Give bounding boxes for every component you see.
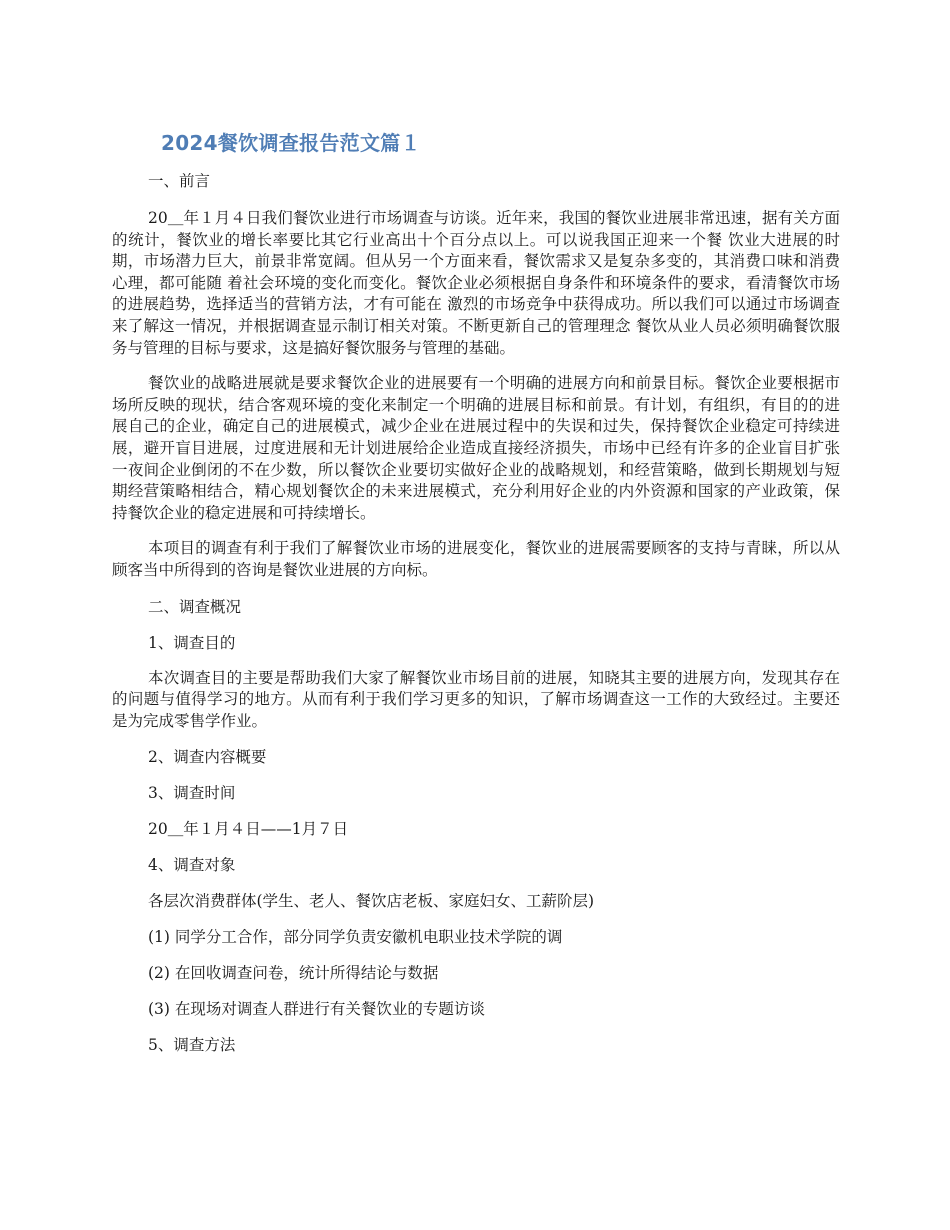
document-page <box>112 128 840 1056</box>
paragraph-strategy: 餐饮业的战略进展就是要求餐饮企业的进展要有一个明确的进展方向和前景目标。餐饮企业要根据市场所反映的现状，结合客观环境的变化来制定一个明确的进展目标和前景。有计划，有组织，有目的的进展自己的企业，确定自己的进展模式，减少企业在进展过程中的失误和过失，保持餐饮企业稳定可持续进展，避开盲目进展，过度进展和无计划进展给企业造成直接经济损失，市场中已经有许多的企业盲目扩张一夜间企业倒闭的不在少数，所以餐饮企业要切实做好企业的战略规划，和经营策略，做到长期规划与短期经营策略相结合，精心规划餐饮企的未来进展模式，充分利用好企业的内外资源和国家的产业政策，保持餐饮企业的稳定进展和可持续增长。 <box>112 374 840 522</box>
paragraph-purpose: 本次调查目的主要是帮助我们大家了解餐饮业市场目前的进展，知晓其主要的进展方向，发现其存在的问题与值得学习的地方。从而有利于我们学习更多的知识，了解市场调查这一工作的大致经过。主要还是为完成零售学作业。 <box>112 668 840 730</box>
paragraph-project: 本项目的调查有利于我们了解餐饮业市场的进展变化，餐饮业的进展需要顾客的支持与青睐，所以从顾客当中所得到的咨询是餐饮业进展的方向标。 <box>112 539 840 579</box>
time-text: 20＿年１月４日——1月７日 <box>148 820 349 839</box>
section-heading-preface: 一、前言 <box>148 172 211 190</box>
list-item-3: (3) 在现场对调查人群进行有关餐饮业的专题访谈 <box>148 1000 485 1019</box>
list-item-2: (2) 在回收调查问卷，统计所得结论与数据 <box>148 964 439 983</box>
subheading-content: 2、调查内容概要 <box>148 748 267 767</box>
paragraph-intro: 20＿年１月４日我们餐饮业进行市场调查与访谈。近年来，我国的餐饮业进展非常迅速，据有关方面的统计，餐饮业的增长率要比其它行业高出十个百分点以上。可以说我国正迎来一个餐 饮业大进展的时期，市场潜力巨大，前景非常宽阔。但从另一个方面来看，餐饮需求又是复杂多变的，其消费口味和消费心理，都可能随 着社会环境的变化而变化。餐饮企业必须根据自身条件和环境条件的要求，看清餐饮市场的进展趋势，选择适当的营销方法，才有可能在 激烈的市场竞争中获得成功。所以我们可以通过市场调查来了解这一情况，并根据调查显示制订相关对策。不断更新自己的管理理念 餐饮从业人员必须明确餐饮服务与管理的目标与要求，这是搞好餐饮服务与管理的基础。 <box>112 209 840 357</box>
subheading-method: 5、调查方法 <box>148 1036 236 1055</box>
subheading-target: 4、调查对象 <box>148 856 236 875</box>
section-heading-overview: 二、调查概况 <box>148 597 242 616</box>
list-item-1: (1) 同学分工合作，部分同学负责安徽机电职业技术学院的调 <box>148 928 563 947</box>
subheading-purpose: 1、调查目的 <box>148 633 236 652</box>
subheading-time: 3、调查时间 <box>148 784 236 803</box>
document-title: 2024餐饮调查报告范文篇１ <box>161 131 421 155</box>
target-text: 各层次消费群体(学生、老人、餐饮店老板、家庭妇女、工薪阶层) <box>148 892 595 911</box>
